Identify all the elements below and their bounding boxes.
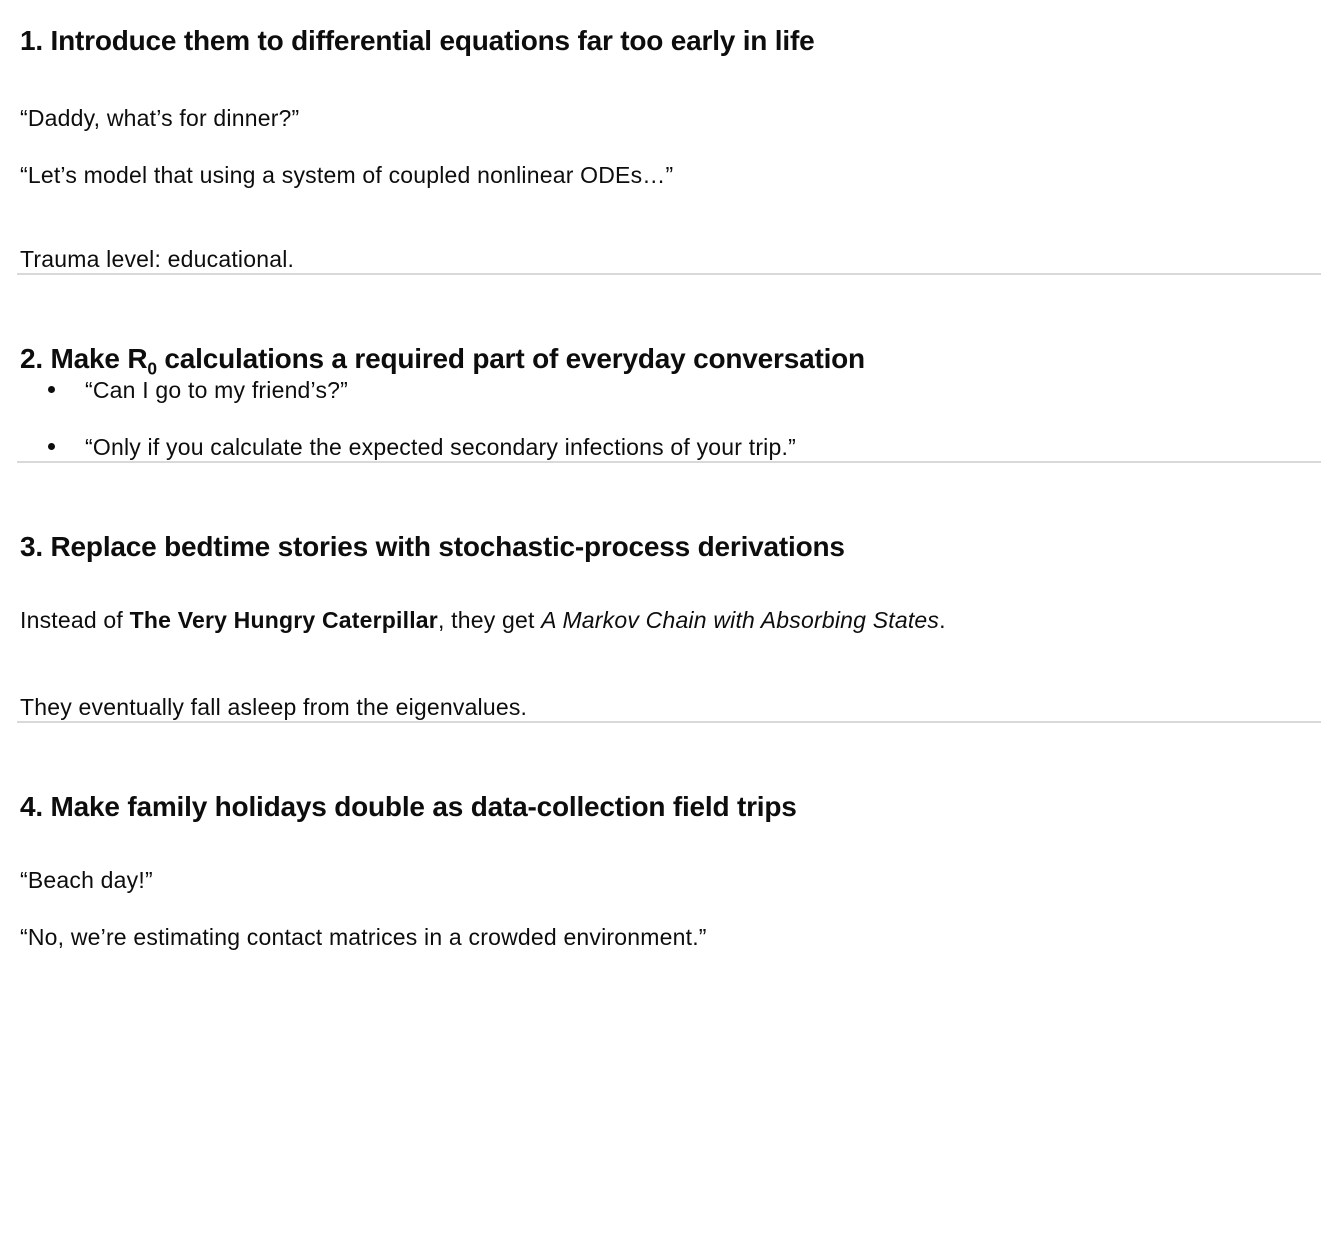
section-2-heading [20,342,1301,379]
section-divider-3 [17,721,1321,723]
bullet-dot-icon [48,443,55,450]
section-1-paragraph-1: “Daddy, what’s for dinner?” [20,105,300,131]
r0-subscript: 0 [147,358,157,379]
section-2-bullet-list [20,376,1301,461]
section-divider-2 [17,461,1321,463]
section-1-heading: 1. Introduce them to differential equations far too early in life [20,25,815,56]
section-divider-1 [17,273,1321,275]
section-4-paragraph-2: “No, we’re estimating contact matrices in a crowded environment.” [20,924,707,950]
paragraph-text: . [939,607,946,633]
list-item [20,433,1301,461]
list-item-text: “Can I go to my friend’s?” [85,377,348,403]
section-3-heading: 3. Replace bedtime stories with stochastic-process derivations [20,531,845,562]
section-1-paragraph-2: “Let’s model that using a system of coupled nonlinear ODEs…” [20,162,674,188]
section-2-heading-suffix: calculations a required part of everyday conversation [156,343,865,374]
section-1-paragraph-3: Trauma level: educational. [20,246,295,272]
book-title-italic: A Markov Chain with Absorbing States [541,607,940,633]
bullet-dot-icon [48,386,55,393]
section-2-heading-prefix: 2. Make R [20,343,148,374]
paragraph-text: , they get [437,607,542,633]
section-3-paragraph-1 [20,606,1301,634]
paragraph-text: Instead of [20,607,130,633]
list-item-text: “Only if you calculate the expected secondary infections of your trip.” [85,434,796,460]
list-item [20,376,1301,404]
section-4-heading: 4. Make family holidays double as data-collection field trips [20,791,797,822]
book-title-bold: The Very Hungry Caterpillar [129,607,438,633]
section-3-paragraph-2: They eventually fall asleep from the eigenvalues. [20,694,528,720]
section-4-paragraph-1: “Beach day!” [20,867,153,893]
